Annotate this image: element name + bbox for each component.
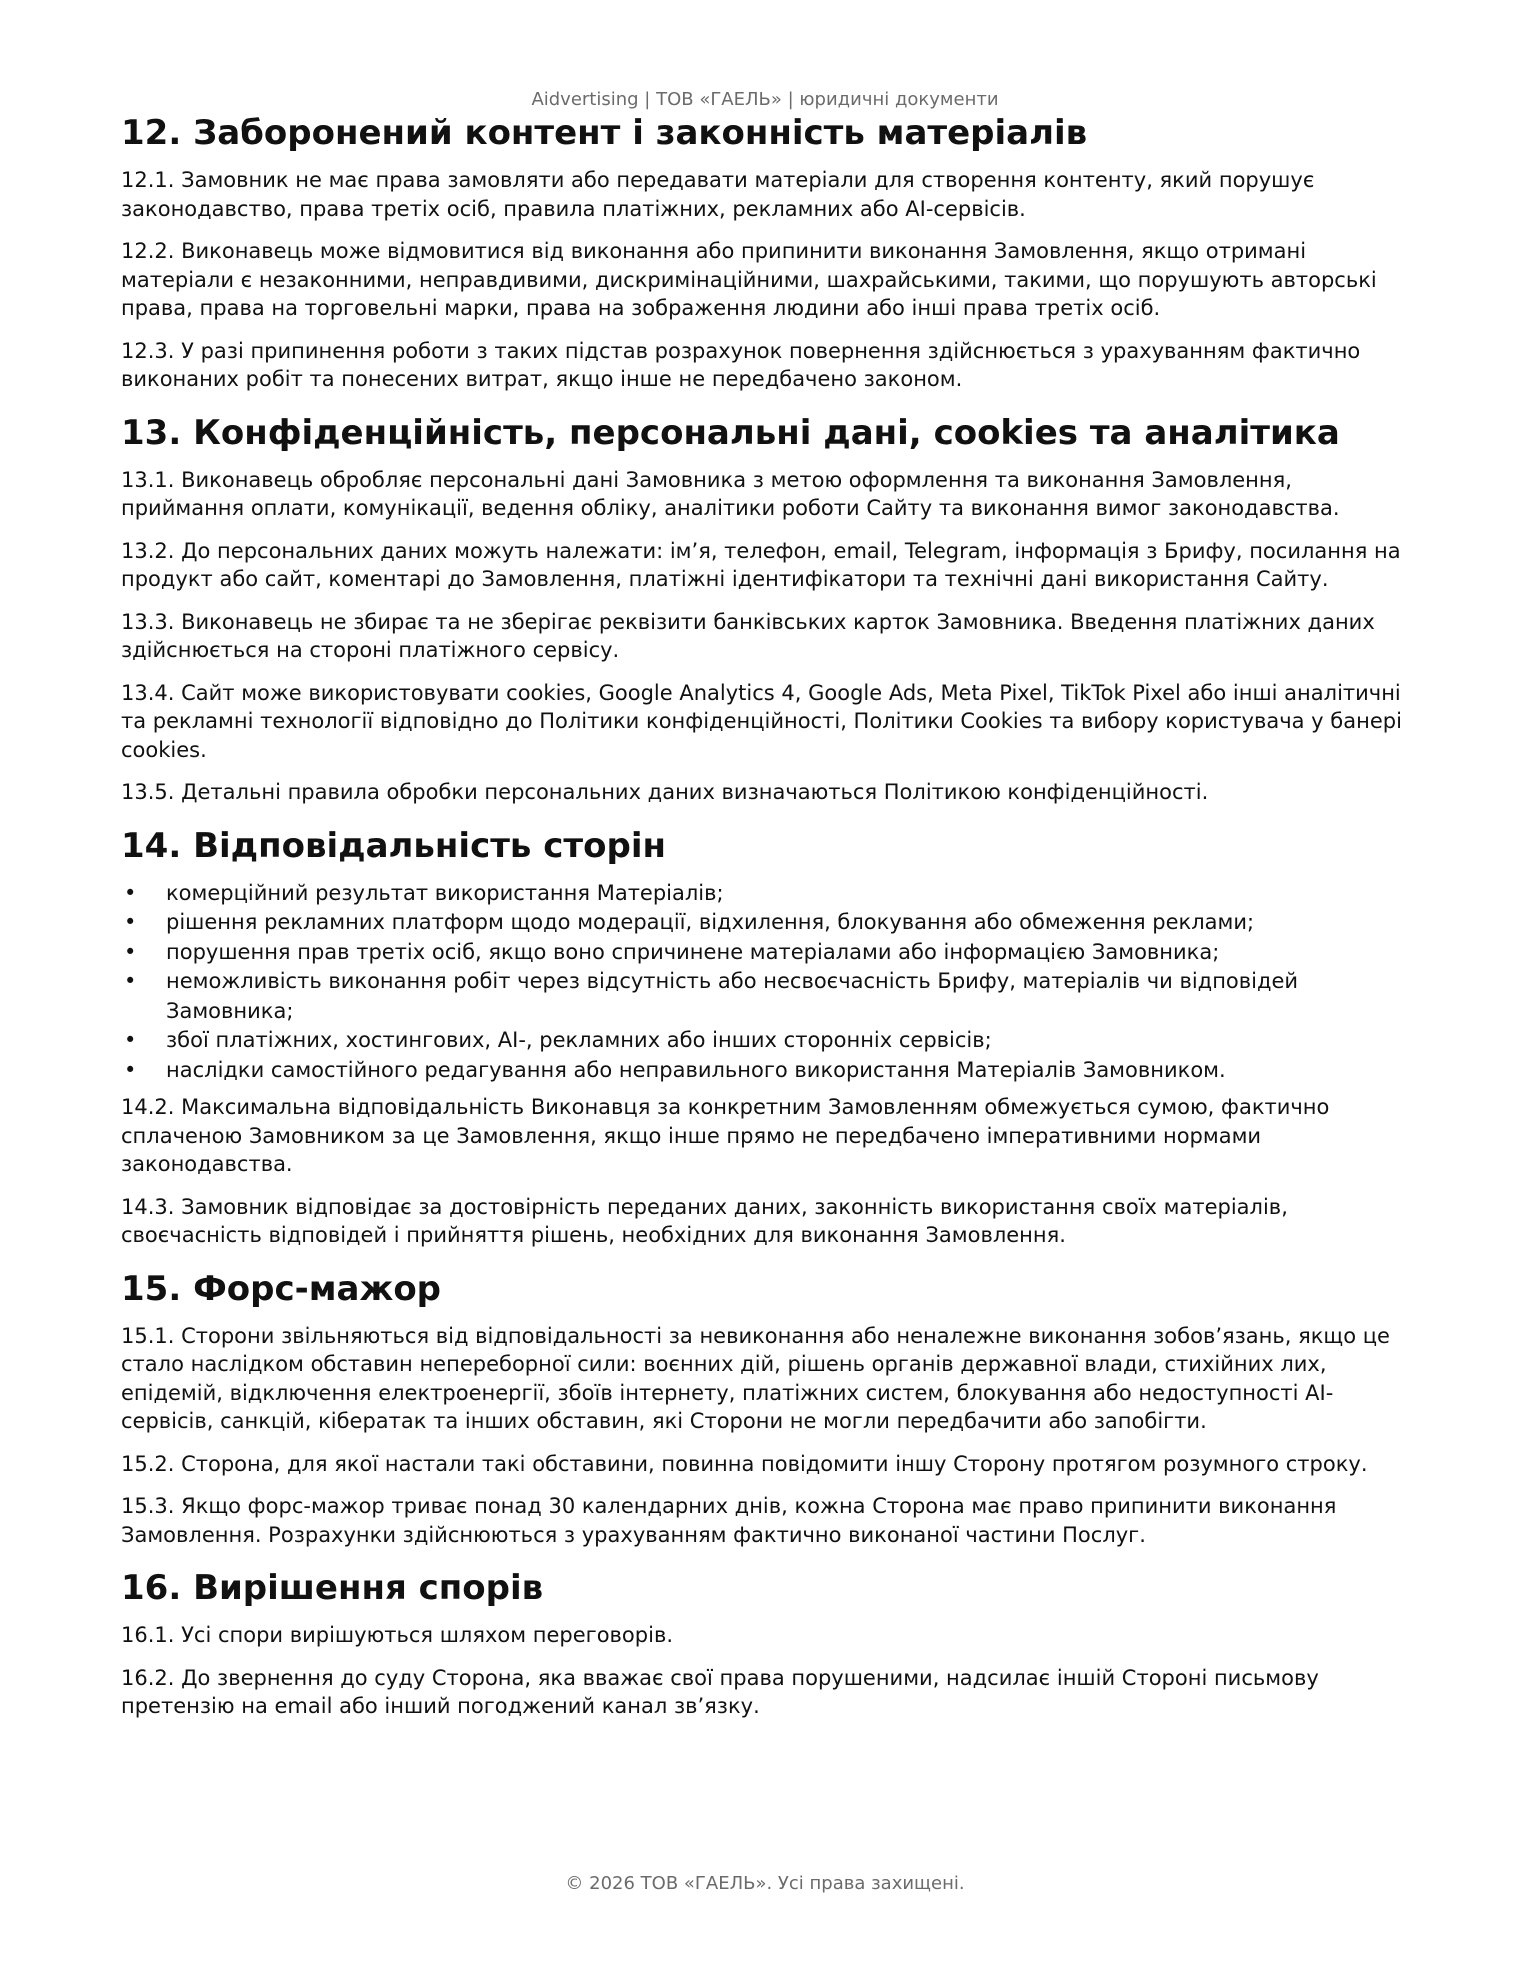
bullet-icon: •: [124, 1028, 137, 1052]
paragraph: 12.1. Замовник не має права замовляти або передавати матеріали для створення контенту, який порушує законодавство, права третіх осіб, правила платіжних, рекламних або AI-сервісів.: [121, 168, 1315, 221]
section-16: [121, 1567, 1411, 1721]
paragraph: 15.3. Якщо форс-мажор триває понад 30 календарних днів, кожна Сторона має право припинити виконання Замовлення. Розрахунки здійснюються з урахуванням фактично виконаної частини Послуг.: [121, 1494, 1337, 1547]
paragraph: 13.5. Детальні правила обробки персональних даних визначаються Політикою конфіденційності.: [121, 780, 1209, 804]
paragraph: 14.3. Замовник відповідає за достовірність переданих даних, законність використання своїх матеріалів, своєчасність відповідей і прийняття рішень, необхідних для виконання Замовлення.: [121, 1194, 1288, 1247]
paragraph: 12.2. Виконавець може відмовитися від виконання або припинити виконання Замовлення, якщо отримані матеріали є незаконними, неправдивими, дискримінаційними, шахрайськими, такими, що порушують авторські права, права на торговельні марки, права на зображення людини або інші права третіх осіб.: [121, 239, 1377, 320]
section-title: 13. Конфіденційність, персональні дані, cookies та аналітика: [121, 412, 1340, 453]
list-item-text: наслідки самостійного редагування або неправильного використання Матеріалів Замовником.: [166, 1057, 1226, 1082]
bullet-icon: •: [124, 910, 137, 934]
list-item: [121, 938, 1411, 968]
paragraph: 15.2. Сторона, для якої настали такі обставини, повинна повідомити іншу Сторону протягом розумного строку.: [121, 1451, 1368, 1476]
list-item: [121, 1056, 1411, 1086]
paragraph: 13.3. Виконавець не збирає та не зберігає реквізити банківських карток Замовника. Введення платіжних даних здійснюється на стороні платіжного сервісу.: [121, 609, 1375, 662]
paragraph: 13.2. До персональних даних можуть належати: ім’я, телефон, email, Telegram, інформація з Брифу, посилання на продукт або сайт, коментарі до Замовлення, платіжні ідентифікатори та технічні дані використання Сайту.: [121, 538, 1401, 591]
bullet-icon: •: [124, 1057, 137, 1082]
bullet-icon: •: [124, 939, 137, 964]
page-header: Aidvertising | ТОВ «ГАЕЛЬ» | юридичні документи: [531, 89, 999, 110]
list-item: [121, 967, 1411, 1026]
paragraph: 12.3. У разі припинення роботи з таких підстав розрахунок повернення здійснюється з урахуванням фактично виконаних робіт та понесених витрат, якщо інше не передбачено законом.: [121, 338, 1361, 391]
section-title: 14. Відповідальність сторін: [121, 825, 666, 866]
paragraph: 13.1. Виконавець обробляє персональні дані Замовника з метою оформлення та виконання Замовлення, приймання оплати, комунікації, ведення обліку, аналітики роботи Сайту та виконання вимог законодавства.: [121, 467, 1340, 520]
section-title: 16. Вирішення спорів: [121, 1568, 544, 1608]
bullet-icon: •: [124, 880, 137, 905]
section-15: [121, 1268, 1411, 1550]
list-item: [121, 908, 1411, 938]
list-item-text: комерційний результат використання Матеріалів;: [166, 880, 724, 905]
bullet-list: [121, 879, 1411, 1086]
paragraph: 15.1. Сторони звільняються від відповідальності за невиконання або неналежне виконання зобов’язань, якщо це стало наслідком обставин непереборної сили: воєнних дій, рішень органів державної влади, стихійних лих, епідемій, відключення електроенергії, збоїв інтернету, платіжних систем, блокування або недоступності AI-сервісів, санкцій, кібератак та інших обставин, які Сторони не могли передбачити або запобігти.: [121, 1323, 1390, 1433]
list-item-text: рішення рекламних платформ щодо модерації, відхилення, блокування або обмеження реклами;: [166, 910, 1255, 934]
paragraph: 16.2. До звернення до суду Сторона, яка вважає свої права порушеними, надсилає іншій Стороні письмову претензію на email або інший погоджений канал зв’язку.: [121, 1665, 1319, 1718]
section-title: 12. Заборонений контент і законність матеріалів: [121, 113, 1088, 153]
list-item: [121, 1026, 1411, 1056]
paragraph: 14.2. Максимальна відповідальність Виконавця за конкретним Замовленням обмежується сумою, фактично сплаченою Замовником за це Замовлення, якщо інше прямо не передбачено імперативними нормами законодавства.: [121, 1095, 1330, 1176]
list-item-text: неможливість виконання робіт через відсутність або несвоєчасність Брифу, матеріалів чи відповідей Замовника;: [166, 969, 1299, 1023]
paragraph: 13.4. Сайт може використовувати cookies, Google Analytics 4, Google Ads, Meta Pixel, TikTok Pixel або інші аналітичні та рекламні технології відповідно до Політики конфіденційності, Політики Cookies та вибору користувача у банері cookies.: [121, 680, 1402, 762]
bullet-icon: •: [124, 969, 137, 993]
page-footer: © 2026 ТОВ «ГАЕЛЬ». Усі права захищені.: [565, 1873, 965, 1894]
paragraph: 16.1. Усі спори вирішуються шляхом переговорів.: [121, 1623, 673, 1647]
section-14: [121, 825, 1411, 1250]
section-12: [121, 112, 1411, 394]
list-item-text: збої платіжних, хостингових, AI-, рекламних або інших сторонніх сервісів;: [166, 1028, 992, 1052]
list-item: [121, 879, 1411, 909]
section-title: 15. Форс-мажор: [121, 1268, 442, 1309]
document-body: [121, 112, 1411, 1739]
list-item-text: порушення прав третіх осіб, якщо воно спричинене матеріалами або інформацією Замовника;: [166, 939, 1220, 964]
section-13: [121, 412, 1411, 807]
